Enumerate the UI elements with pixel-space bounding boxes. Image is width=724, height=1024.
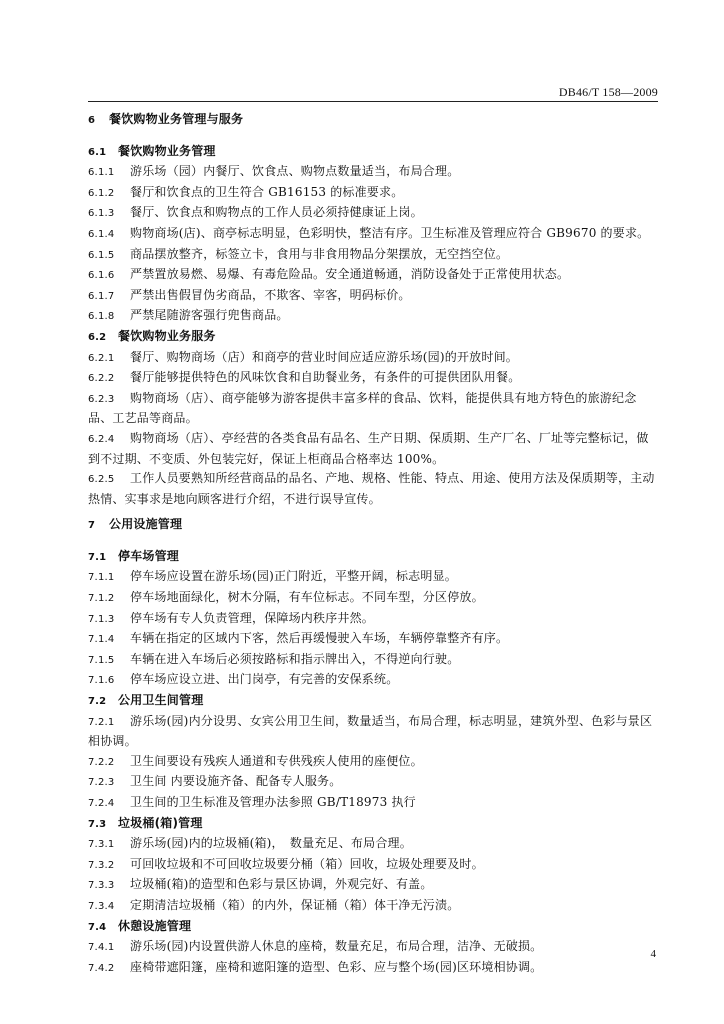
subsection-heading [88, 917, 660, 938]
clause-text: 车辆在指定的区域内下客，然后再缓慢驶入车场，车辆停靠整齐有序。 [130, 631, 509, 646]
clause-text: 停车场地面绿化，树木分隔，有车位标志。不同车型，分区停放。 [130, 590, 484, 605]
subsection-heading-text: 休憩设施管理 [118, 918, 192, 933]
clause-paragraph [88, 224, 660, 245]
clause-paragraph [88, 588, 660, 609]
clause-paragraph [88, 958, 660, 979]
clause-paragraph [88, 162, 660, 183]
clause-paragraph [88, 245, 660, 266]
clause-paragraph [88, 629, 660, 650]
clause-paragraph [88, 834, 660, 855]
clause-number: 7.3.2 [88, 859, 115, 871]
clause-text: 餐厅、购物商场（店）和商亭的营业时间应适应游乐场(园)的开放时间。 [130, 349, 518, 364]
subsection-heading [88, 547, 660, 568]
clause-paragraph [88, 203, 660, 224]
clause-number: 7.1.3 [88, 613, 115, 625]
clause-text: 垃圾桶(箱)的造型和色彩与景区协调，外观完好、有盖。 [130, 877, 433, 892]
clause-paragraph [88, 752, 660, 773]
clause-text: 游乐场(园)内设置供游人休息的座椅，数量充足，布局合理，洁净、无破损。 [130, 939, 543, 954]
clause-text: 严禁尾随游客强行兜售商品。 [130, 308, 289, 323]
clause-text: 严禁置放易燃、易爆、有毒危险品。安全通道畅通，消防设备处于正常使用状态。 [130, 267, 570, 282]
clause-paragraph [88, 670, 660, 691]
clause-number: 7.3.4 [88, 900, 115, 912]
clause-text: 购物商场(店)、商亭标志明显，色彩明快，整洁有序。卫生标准及管理应符合 GB9670 的要求。 [130, 225, 650, 240]
clause-number: 7.1 [88, 551, 107, 563]
section-heading [88, 515, 660, 536]
clause-number: 7.1.5 [88, 654, 115, 666]
clause-number: 6.2.1 [88, 352, 115, 364]
clause-paragraph [88, 855, 660, 876]
clause-text: 停车场有专人负责管理，保障场内秩序井然。 [130, 610, 375, 625]
clause-paragraph [88, 937, 660, 958]
clause-text: 停车场应设立进、出门岗亭，有完善的安保系统。 [130, 672, 399, 687]
clause-text: 餐厅能够提供特色的风味饮食和自助餐业务，有条件的可提供团队用餐。 [130, 370, 521, 385]
document-body [88, 106, 660, 978]
document-code: DB46/T 158—2009 [558, 85, 658, 99]
clause-number: 7.3.3 [88, 880, 115, 892]
clause-text: 座椅带遮阳篷，座椅和遮阳篷的造型、色彩、应与整个场(园)区环境相协调。 [130, 959, 543, 974]
clause-paragraph [88, 469, 660, 509]
subsection-heading [88, 691, 660, 712]
clause-text: 车辆在进入车场后必须按路标和指示牌出入，不得逆向行驶。 [130, 651, 460, 666]
clause-number: 7.2.4 [88, 798, 115, 809]
clause-number: 6.1.6 [88, 270, 115, 282]
clause-number: 7.1.2 [88, 593, 115, 605]
clause-number: 7 [88, 520, 96, 532]
clause-text: 购物商场（店）、商亭能够为游客提供丰富多样的食品、饮料，能提供具有地方特色的旅游纪念品、工艺品等商品。 [88, 390, 637, 426]
clause-paragraph [88, 389, 660, 429]
page-number: 4 [650, 948, 656, 960]
section-heading-text: 餐饮购物业务管理与服务 [109, 112, 244, 126]
clause-paragraph [88, 609, 660, 630]
clause-paragraph [88, 793, 660, 814]
clause-number: 6.2.3 [88, 393, 115, 405]
section-heading-text: 公用设施管理 [109, 517, 183, 532]
section-heading [88, 110, 660, 131]
subsection-heading-text: 餐饮购物业务服务 [118, 328, 216, 343]
clause-number: 7.3.1 [88, 839, 115, 851]
clause-number: 6.2 [88, 331, 107, 343]
clause-number: 6.1.3 [88, 208, 115, 220]
clause-paragraph [88, 286, 660, 307]
clause-number: 6.2.5 [88, 474, 115, 486]
clause-number: 7.4.2 [88, 962, 115, 974]
clause-number: 6.1.4 [88, 228, 115, 240]
clause-paragraph [88, 306, 660, 327]
clause-number: 7.3 [88, 818, 107, 830]
clause-number: 7.2.2 [88, 756, 115, 768]
clause-number: 6.1.2 [88, 187, 115, 199]
clause-number: 7.4.1 [88, 942, 115, 954]
clause-number: 6.1 [88, 146, 107, 158]
clause-number: 6.1.7 [88, 290, 115, 302]
clause-number: 7.1.1 [88, 572, 115, 584]
clause-number: 7.2.3 [88, 777, 115, 789]
clause-paragraph [88, 712, 660, 752]
clause-text: 停车场应设置在游乐场(园)正门附近，平整开阔，标志明显。 [130, 569, 457, 584]
clause-text: 游乐场(园)内分设男、女宾公用卫生间，数量适当，布局合理，标志明显，建筑外型、色彩与景区相协调。 [88, 713, 653, 749]
subsection-heading-text: 垃圾桶(箱)管理 [118, 815, 203, 830]
clause-paragraph [88, 875, 660, 896]
subsection-heading-text: 餐饮购物业务管理 [118, 143, 216, 158]
clause-paragraph [88, 650, 660, 671]
header-divider [88, 101, 658, 102]
clause-text: 游乐场（园）内餐厅、饮食点、购物点数量适当，布局合理。 [130, 164, 460, 179]
subsection-heading-text: 停车场管理 [118, 548, 180, 563]
clause-text: 严禁出售假冒伪劣商品，不欺客、宰客，明码标价。 [130, 287, 411, 302]
clause-paragraph [88, 567, 660, 588]
clause-number: 6.1.5 [88, 249, 115, 261]
clause-number: 6.2.2 [88, 373, 115, 385]
subsection-heading [88, 814, 660, 835]
clause-text: 餐厅、饮食点和购物点的工作人员必须持健康证上岗。 [130, 205, 423, 220]
clause-paragraph [88, 429, 660, 469]
clause-number: 7.1.6 [88, 675, 115, 687]
clause-number: 6 [88, 115, 96, 126]
clause-number: 7.2.1 [88, 716, 115, 728]
clause-number: 6.1.1 [88, 167, 115, 179]
clause-number: 7.4 [88, 921, 107, 933]
clause-text: 游乐场(园)内的垃圾桶(箱)， 数量充足、布局合理。 [130, 836, 412, 851]
clause-paragraph [88, 183, 660, 204]
clause-number: 7.2 [88, 696, 107, 708]
clause-number: 6.1.8 [88, 311, 115, 323]
subsection-heading [88, 327, 660, 348]
clause-paragraph [88, 265, 660, 286]
clause-text: 卫生间 内要设施齐备、配备专人服务。 [130, 774, 342, 789]
subsection-heading-text: 公用卫生间管理 [118, 693, 204, 708]
clause-number: 6.2.4 [88, 433, 115, 445]
clause-text: 餐厅和饮食点的卫生符合 GB16153 的标准要求。 [130, 184, 404, 199]
clause-text: 工作人员要熟知所经营商品的品名、产地、规格、性能、特点、用途、使用方法及保质期等，主动热情、实事求是地向顾客进行介绍，不进行误导宣传。 [88, 471, 655, 506]
clause-paragraph [88, 348, 660, 369]
clause-paragraph [88, 368, 660, 389]
clause-text: 卫生间的卫生标准及管理办法参照 GB/T18973 执行 [130, 795, 416, 809]
clause-paragraph [88, 896, 660, 917]
subsection-heading [88, 142, 660, 163]
clause-text: 定期清洁垃圾桶（箱）的内外，保证桶（箱）体干净无污渍。 [130, 897, 460, 912]
clause-text: 购物商场（店）、亭经营的各类食品有品名、生产日期、保质期、生产厂名、厂址等完整标记，做到不过期、不变质、外包装完好，保证上柜商品合格率达 100%。 [88, 430, 649, 466]
clause-text: 商品摆放整齐，标签立卡，食用与非食用物品分架摆放，无空挡空位。 [130, 246, 509, 261]
clause-text: 可回收垃圾和不可回收垃圾要分桶（箱）回收，垃圾处理要及时。 [130, 856, 484, 871]
clause-number: 7.1.4 [88, 634, 115, 646]
clause-text: 卫生间要设有残疾人通道和专供残疾人使用的座便位。 [130, 753, 423, 768]
clause-paragraph [88, 772, 660, 793]
